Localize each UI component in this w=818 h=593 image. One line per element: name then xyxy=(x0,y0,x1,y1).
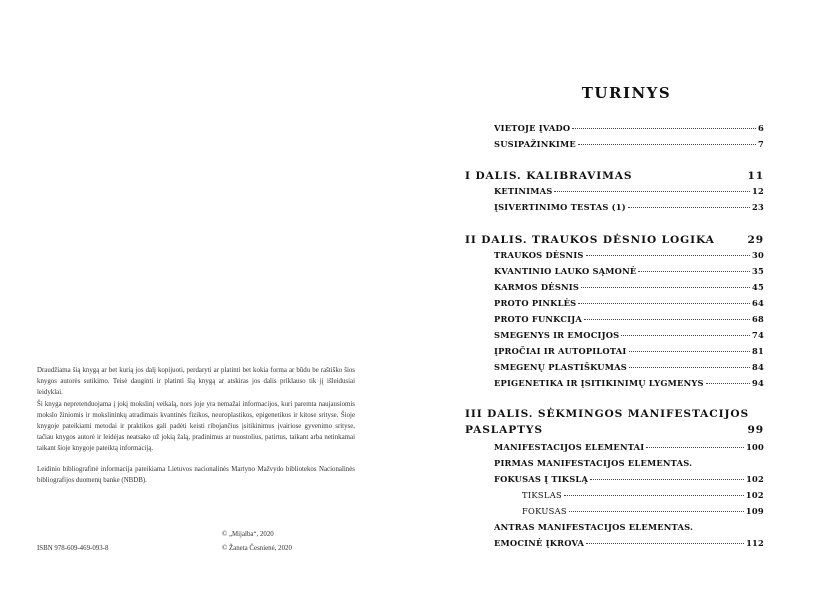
toc-entry xyxy=(494,330,764,340)
toc-page-number: 6 xyxy=(758,123,764,133)
toc-page-number: 100 xyxy=(746,442,764,452)
toc-entry xyxy=(494,282,764,292)
toc-entry xyxy=(494,186,764,196)
toc-title: TURINYS xyxy=(581,84,672,102)
toc-entry xyxy=(494,298,764,308)
toc-entry-label: SUSIPAŽINKIME xyxy=(494,139,576,149)
toc-entry xyxy=(494,250,764,260)
toc-entry xyxy=(494,458,764,468)
toc-entry-label: PROTO FUNKCIJA xyxy=(494,314,582,324)
copyright-notice-paragraph: Draudžiama šią knygą ar bet kurią jos dalį kopijuoti, perdaryti ar platinti bet kokia forma ar būdu be raštiško šios knygos autorės sutikimo. Teisė dauginti ir platinti šią knygą ar atskiras jos dalis priklauso tik jį išleidusiai leidyklai. xyxy=(37,367,355,397)
toc-entry-label: SMEGENYS IR EMOCIJOS xyxy=(494,330,620,340)
toc-entry-label: I DALIS. KALIBRAVIMAS xyxy=(465,170,633,182)
toc-page-number: 74 xyxy=(752,330,764,340)
toc-page-number: 81 xyxy=(752,346,764,356)
toc-dot-leader xyxy=(578,303,750,304)
toc-entry xyxy=(494,266,764,276)
toc-entry-label: KVANTINIO LAUKO SĄMONĖ xyxy=(494,266,637,276)
legal-notice xyxy=(37,365,355,486)
toc-entry xyxy=(494,346,764,356)
toc-page-number: 102 xyxy=(746,474,764,484)
toc-dot-leader xyxy=(581,287,750,288)
toc-dot-leader xyxy=(706,383,750,384)
toc-page-number: 94 xyxy=(752,378,764,388)
toc-dot-leader xyxy=(628,207,750,208)
toc-entry-label: II DALIS. TRAUKOS DĖSNIO LOGIKA xyxy=(465,234,715,246)
toc-entry-label: ĮPROČIAI IR AUTOPILOTAI xyxy=(494,346,627,356)
copyright-block xyxy=(222,528,292,556)
toc-entry xyxy=(522,490,764,500)
toc-entry-label: SMEGENŲ PLASTIŠKUMAS xyxy=(494,362,627,372)
toc-dot-leader xyxy=(554,191,750,192)
toc-entry-label: MANIFESTACIJOS ELEMENTAI xyxy=(494,442,645,452)
toc-entry-label: ANTRAS MANIFESTACIJOS ELEMENTAS. xyxy=(494,522,694,532)
toc-dot-leader xyxy=(586,255,750,256)
toc-entry xyxy=(494,474,764,484)
toc-part-heading xyxy=(465,234,764,246)
toc-page-number: 109 xyxy=(745,506,764,516)
toc-page-number: 23 xyxy=(752,202,764,212)
bibliographic-info-paragraph: Leidinio bibliografinė informacija pateikiama Lietuvos nacionalinės Martyno Mažvydo bibliotekos Nacionalinės bibliografijos duomenų banke (NBDB). xyxy=(37,465,355,484)
toc-part-heading xyxy=(465,424,764,436)
toc-entry xyxy=(494,538,764,548)
toc-entry-label: VIETOJE ĮVADO xyxy=(494,123,571,133)
right-page xyxy=(409,0,818,593)
toc-entry xyxy=(494,362,764,372)
toc-entry-label: TRAUKOS DĖSNIS xyxy=(494,250,584,260)
toc-page-number: 99 xyxy=(747,424,764,436)
toc-dot-leader xyxy=(569,511,744,512)
toc-entry-label: PIRMAS MANIFESTACIJOS ELEMENTAS. xyxy=(494,458,693,468)
toc-page-number: 68 xyxy=(752,314,764,324)
toc-part-heading xyxy=(465,170,764,182)
toc-entry-label: ĮSIVERTINIMO TESTAS (1) xyxy=(494,202,626,212)
toc-page-number: 30 xyxy=(752,250,764,260)
toc-page-number: 7 xyxy=(758,139,764,149)
table-of-contents xyxy=(409,0,818,593)
toc-dot-leader xyxy=(584,319,750,320)
toc-part-heading xyxy=(465,408,764,420)
toc-dot-leader xyxy=(621,335,750,336)
toc-page-number: 64 xyxy=(752,298,764,308)
toc-entry-label: KARMOS DĖSNIS xyxy=(494,282,580,292)
toc-entry xyxy=(494,442,764,452)
toc-dot-leader xyxy=(646,447,744,448)
copyright-publisher: © „Mijalba“, 2020 xyxy=(222,531,274,538)
toc-entry xyxy=(494,123,764,133)
toc-dot-leader xyxy=(629,351,751,352)
toc-page-number: 12 xyxy=(752,186,764,196)
toc-entry-label: III DALIS. SĖKMINGOS MANIFESTACIJOS xyxy=(465,408,750,420)
toc-entry xyxy=(494,522,764,532)
toc-entry-label: PROTO PINKLĖS xyxy=(494,298,577,308)
toc-page-number: 11 xyxy=(747,170,764,182)
toc-entry xyxy=(522,506,764,516)
toc-dot-leader xyxy=(578,144,756,145)
toc-dot-leader xyxy=(638,271,750,272)
toc-entry-label: PASLAPTYS xyxy=(465,424,543,436)
toc-entry-label: TIKSLAS xyxy=(522,490,562,500)
toc-page-number: 35 xyxy=(752,266,764,276)
toc-dot-leader xyxy=(629,367,750,368)
toc-page-number: 84 xyxy=(752,362,764,372)
toc-entry-label: FOKUSAS Į TIKSLĄ xyxy=(494,474,589,484)
toc-dot-leader xyxy=(586,543,744,544)
toc-dot-leader xyxy=(564,495,744,496)
toc-entry-label: EMOCINĖ ĮKROVA xyxy=(494,538,585,548)
isbn: ISBN 978-609-469-093-8 xyxy=(37,545,109,552)
toc-page-number: 45 xyxy=(752,282,764,292)
toc-page-number: 102 xyxy=(745,490,764,500)
toc-entry xyxy=(494,202,764,212)
toc-entry-label: KETINIMAS xyxy=(494,186,553,196)
toc-dot-leader xyxy=(590,479,744,480)
toc-dot-leader xyxy=(572,128,756,129)
toc-entry-label: EPIGENETIKA IR ĮSITIKINIMŲ LYGMENYS xyxy=(494,378,704,388)
toc-page-number: 112 xyxy=(746,538,764,548)
toc-entry xyxy=(494,139,764,149)
toc-entry xyxy=(494,378,764,388)
toc-entry xyxy=(494,314,764,324)
copyright-author: © Žaneta Česnienė, 2020 xyxy=(222,545,292,552)
toc-entry-label: FOKUSAS xyxy=(522,506,567,516)
disclaimer-paragraph: Ši knyga nepretenduojama į jokį mokslinį veikalą, nors joje yra nemažai informacijos, kuri paremta naujausiomis mokslo žiniomis ir mokslininkų atradimais kvantinės fizikos, neuroplastikos, epigenetikos ir kitose srityse. Šioje knygoje pateikiami metodai ir praktikos gali padėti keisti ribojančius įsitikinimus įvairiose gyvenimo srityse, tačiau knygos autorė ir leidėjas neatsako už jokią žalą, pradinimus ar nuostolius, patirtus, taikant arba netinkamai taikant šioje knygoje pateiktą informaciją. xyxy=(37,400,355,453)
toc-page-number: 29 xyxy=(747,234,764,246)
